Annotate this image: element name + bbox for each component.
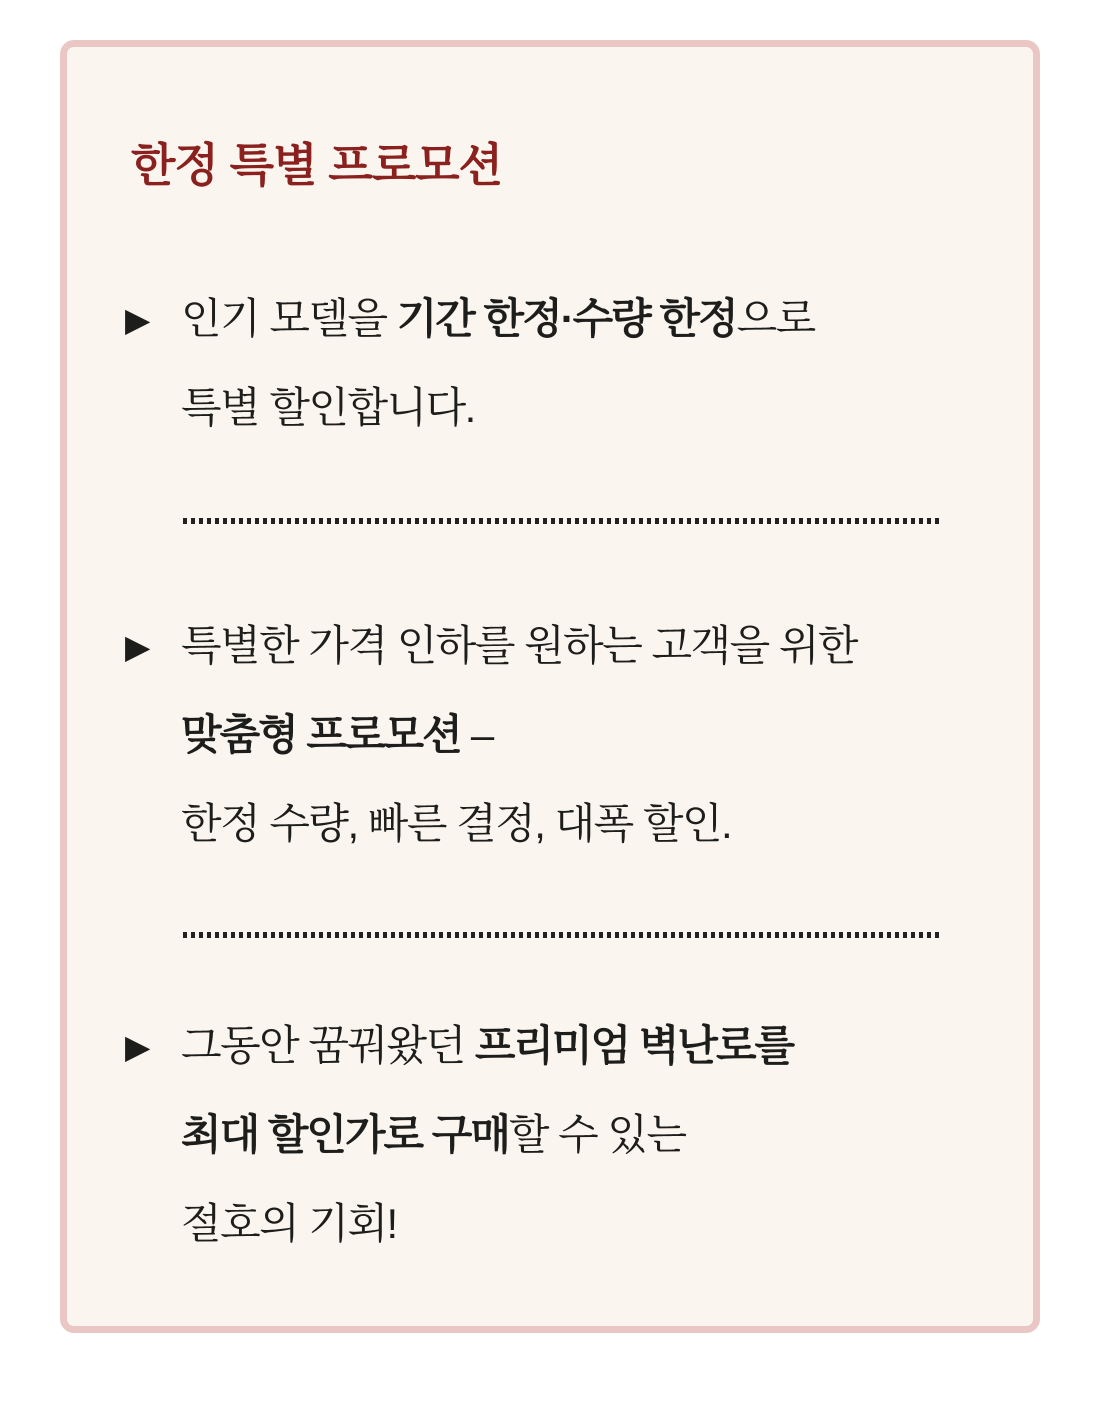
bullet-arrow-icon: ▶ xyxy=(125,301,151,338)
bullet-text xyxy=(181,295,985,432)
dotted-divider xyxy=(183,932,942,938)
bullet-line xyxy=(181,1111,985,1159)
bullet-arrow-icon: ▶ xyxy=(125,628,151,665)
bullet-line xyxy=(181,295,985,343)
bullet-item xyxy=(125,295,985,432)
bullet-text xyxy=(181,1022,985,1248)
bullet-arrow-icon: ▶ xyxy=(125,1028,151,1065)
text-segment-bold: 맞춤형 프로모션 xyxy=(181,711,461,758)
text-segment: 그동안 꿈꿔왔던 xyxy=(181,1022,475,1069)
text-segment: 할 수 있는 xyxy=(508,1111,686,1158)
promo-card xyxy=(60,40,1040,1333)
text-segment: 인기 모델을 xyxy=(181,295,397,342)
bullet-line xyxy=(181,800,985,848)
text-segment: 특별 할인합니다. xyxy=(181,384,475,431)
bullet-text xyxy=(181,622,985,848)
bullet-line xyxy=(181,1022,985,1070)
text-segment-bold: 최대 할인가로 구매 xyxy=(181,1111,509,1158)
bullet-item xyxy=(125,1022,985,1248)
promo-title: 한정 특별 프로모션 xyxy=(131,139,503,191)
text-segment: 절호의 기회! xyxy=(181,1200,397,1247)
text-segment: – xyxy=(460,711,493,758)
text-segment-bold: 프리미엄 벽난로를 xyxy=(474,1022,794,1069)
bullet-line xyxy=(181,622,985,670)
text-segment: 한정 수량, 빠른 결정, 대폭 할인. xyxy=(181,800,732,847)
bullet-item xyxy=(125,622,985,848)
text-segment: 특별한 가격 인하를 원하는 고객을 위한 xyxy=(181,622,857,669)
dotted-divider xyxy=(183,518,942,524)
text-segment: 으로 xyxy=(736,295,815,342)
text-segment-bold: 기간 한정·수량 한정 xyxy=(396,295,737,342)
bullet-line xyxy=(181,384,985,432)
bullet-line xyxy=(181,711,985,759)
bullet-line xyxy=(181,1200,985,1248)
